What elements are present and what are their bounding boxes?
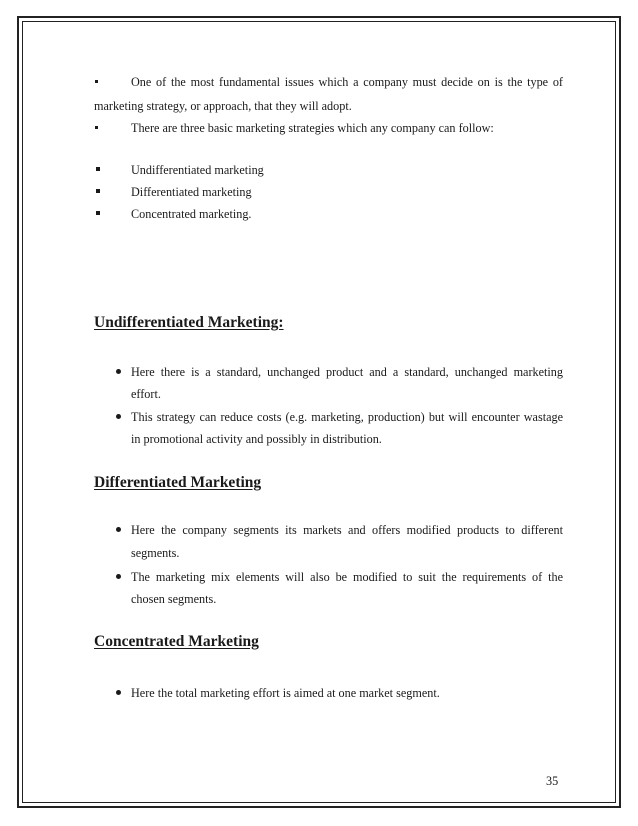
section3-bullet1-line1: Here the total marketing effort is aimed at one market segment. [131,686,440,700]
section1-bullet2-line1: This strategy can reduce costs (e.g. marketing, production) but will encounter wastage [131,410,563,424]
strategy-bullet-2 [96,189,100,193]
section1-bullet1-line2: effort. [131,387,161,401]
section1-bullet2-line2: in promotional activity and possibly in distribution. [131,432,382,446]
section-heading-differentiated: Differentiated Marketing [94,474,262,491]
strategy-item-2: Differentiated marketing [131,185,252,199]
section1-bullet-1 [116,369,121,374]
section-heading-concentrated: Concentrated Marketing [94,633,259,650]
section2-bullet1-line1: Here the company segments its markets and offers modified products to different [131,523,563,537]
intro-para1-line2: marketing strategy, or approach, that they will adopt. [94,99,352,113]
page-number: 35 [546,774,559,788]
section2-bullet-1 [116,527,121,532]
intro-bullet-2 [95,126,98,129]
section2-bullet-2 [116,574,121,579]
strategy-item-3: Concentrated marketing. [131,207,252,221]
strategy-bullet-3 [96,211,100,215]
section-heading-undifferentiated: Undifferentiated Marketing: [94,314,284,331]
intro-para1-line1: One of the most fundamental issues which a company must decide on is the type of [131,75,563,89]
strategy-bullet-1 [96,167,100,171]
intro-bullet-1 [95,80,98,83]
section1-bullet1-line1: Here there is a standard, unchanged product and a standard, unchanged marketing [131,365,563,379]
section2-bullet1-line2: segments. [131,546,180,560]
section1-bullet-2 [116,414,121,419]
strategy-item-1: Undifferentiated marketing [131,163,264,177]
intro-para2: There are three basic marketing strategies which any company can follow: [131,121,494,135]
section2-bullet2-line2: chosen segments. [131,592,217,606]
section2-bullet2-line1: The marketing mix elements will also be modified to suit the requirements of the [131,570,563,584]
section3-bullet-1 [116,690,121,695]
